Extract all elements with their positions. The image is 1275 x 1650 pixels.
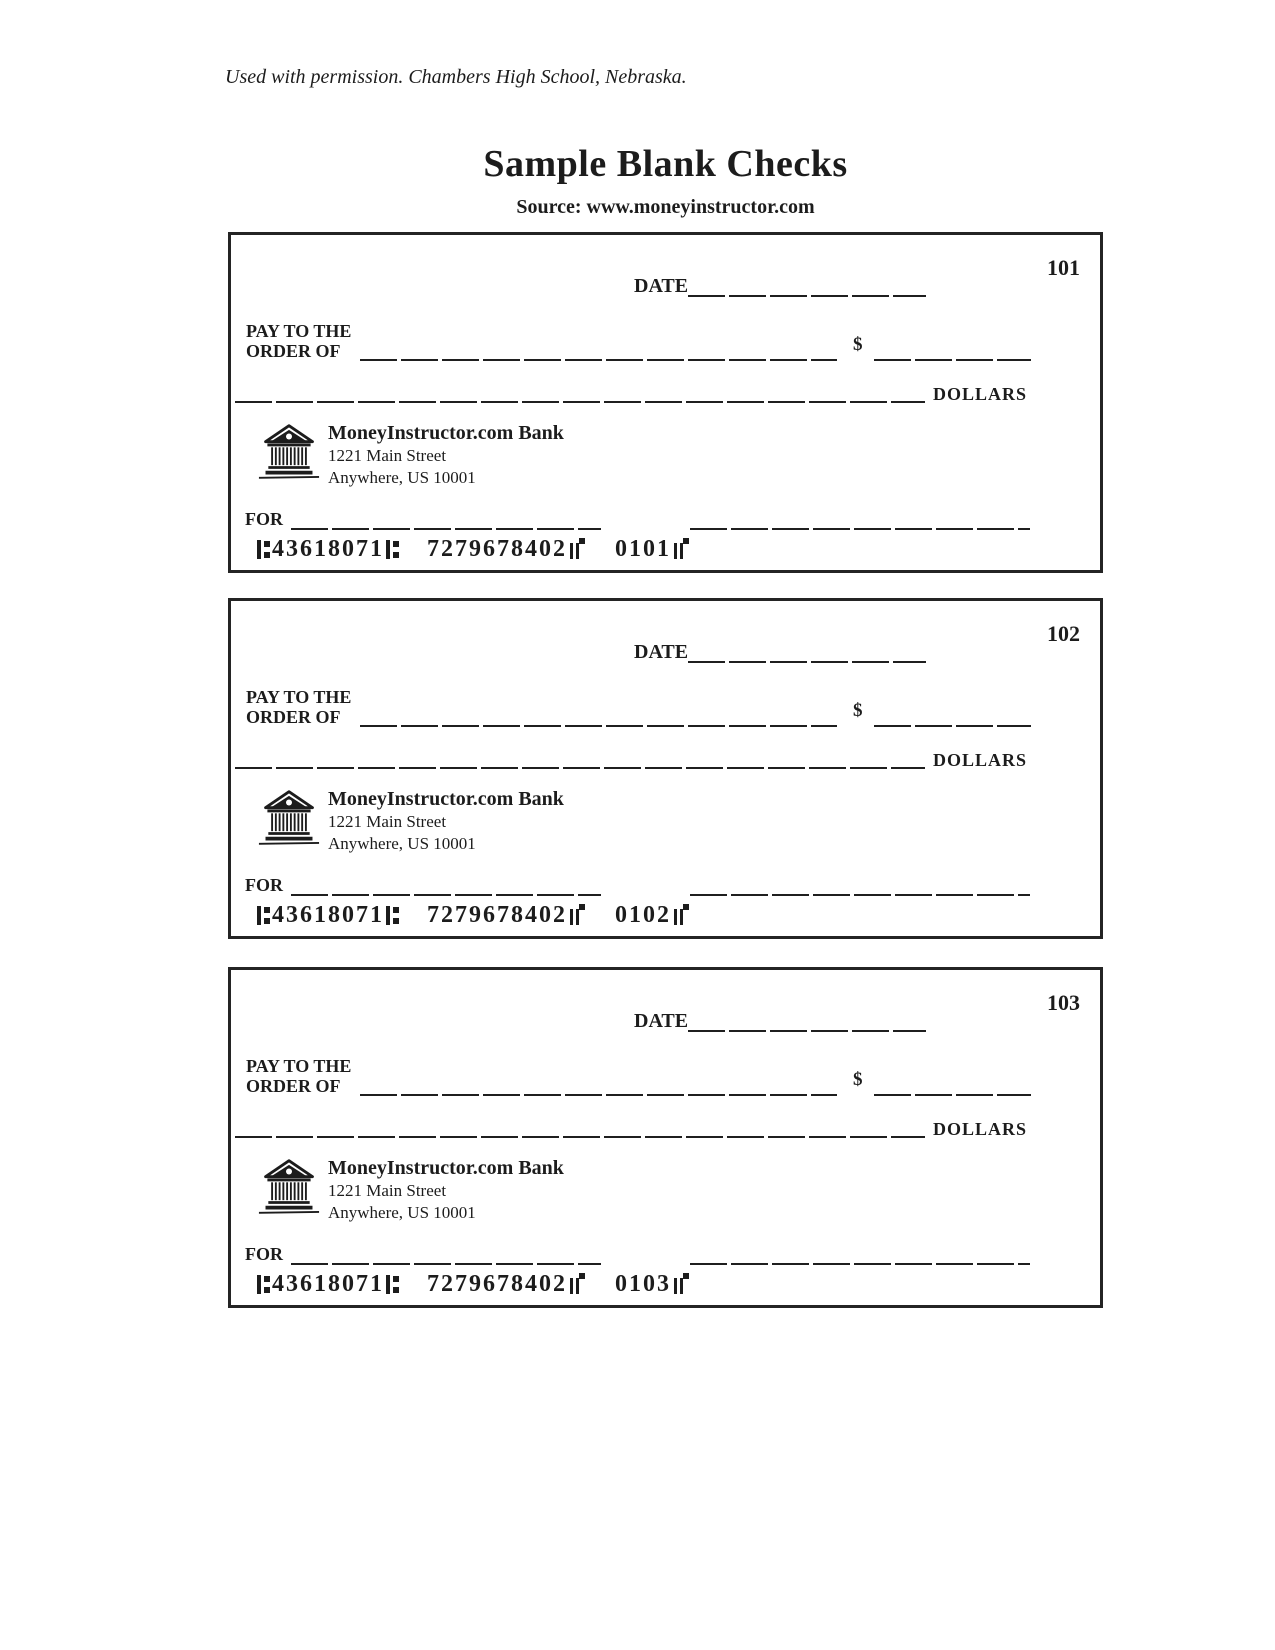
bank-name: MoneyInstructor.com Bank — [328, 788, 564, 810]
payee-label — [246, 687, 351, 727]
date-label: DATE — [634, 1010, 689, 1032]
payee-label — [246, 321, 351, 361]
micr-line — [255, 536, 689, 562]
bank-address-line2: Anywhere, US 10001 — [328, 468, 476, 487]
pay-to-the-label: PAY TO THE — [246, 1056, 352, 1076]
micr-on-us-symbol — [674, 1273, 689, 1295]
page-title: Sample Blank Checks — [483, 143, 848, 185]
memo-blank-line — [291, 875, 601, 896]
bank-address-line1: 1221 Main Street — [328, 812, 447, 831]
date-label: DATE — [634, 641, 689, 663]
check-number: 101 — [1047, 255, 1080, 280]
bank-text-block — [328, 787, 564, 855]
check-103 — [228, 967, 1103, 1308]
dollars-label: DOLLARS — [933, 1119, 1028, 1139]
bank-address-line2: Anywhere, US 10001 — [328, 1203, 476, 1222]
memo-row — [245, 1244, 601, 1265]
date-row — [634, 275, 926, 297]
bank-name: MoneyInstructor.com Bank — [328, 1157, 564, 1179]
date-blank-line — [688, 275, 926, 297]
micr-transit-symbol — [386, 538, 399, 560]
memo-row — [245, 875, 601, 896]
micr-routing-number: 43618071 — [272, 902, 384, 928]
source-line: Source: www.moneyinstructor.com — [516, 196, 815, 218]
bank-building-icon — [258, 787, 320, 849]
amount-blank-line — [874, 707, 1031, 727]
payee-blank-line — [360, 707, 837, 727]
bank-address-line1: 1221 Main Street — [328, 1181, 447, 1200]
payee-label — [246, 1056, 351, 1096]
for-label: FOR — [245, 1244, 283, 1264]
micr-transit-symbol — [257, 1273, 270, 1295]
payee-blank-line — [360, 341, 837, 361]
micr-transit-symbol — [257, 904, 270, 926]
bank-address-line1: 1221 Main Street — [328, 446, 447, 465]
order-of-label: ORDER OF — [246, 1076, 341, 1096]
micr-transit-symbol — [386, 1273, 399, 1295]
dollar-sign-label: $ — [853, 700, 863, 721]
written-amount-blank-line — [235, 1118, 925, 1138]
bank-name: MoneyInstructor.com Bank — [328, 422, 564, 444]
signature-blank-line — [690, 1245, 1030, 1265]
bank-text-block — [328, 1156, 564, 1224]
attribution-text: Used with permission. Chambers High School, Nebraska. — [225, 66, 687, 88]
bank-block — [258, 787, 564, 855]
date-label: DATE — [634, 275, 689, 297]
order-of-label: ORDER OF — [246, 341, 341, 361]
micr-account-number: 7279678402 — [427, 1271, 567, 1297]
micr-account-number: 7279678402 — [427, 536, 567, 562]
bank-building-icon — [258, 1156, 320, 1218]
pay-to-the-label: PAY TO THE — [246, 687, 352, 707]
order-of-label: ORDER OF — [246, 707, 341, 727]
memo-blank-line — [291, 1244, 601, 1265]
micr-check-serial: 0102 — [615, 902, 671, 928]
micr-check-serial: 0103 — [615, 1271, 671, 1297]
date-row — [634, 1010, 926, 1032]
micr-transit-symbol — [386, 904, 399, 926]
bank-building-icon — [258, 421, 320, 483]
amount-blank-line — [874, 341, 1031, 361]
for-label: FOR — [245, 875, 283, 895]
memo-row — [245, 509, 601, 530]
date-blank-line — [688, 1010, 926, 1032]
memo-blank-line — [291, 509, 601, 530]
written-amount-blank-line — [235, 749, 925, 769]
check-number: 102 — [1047, 621, 1080, 646]
dollar-sign-label: $ — [853, 1069, 863, 1090]
micr-on-us-symbol — [570, 538, 585, 560]
date-row — [634, 641, 926, 663]
micr-check-serial: 0101 — [615, 536, 671, 562]
micr-account-number: 7279678402 — [427, 902, 567, 928]
micr-routing-number: 43618071 — [272, 1271, 384, 1297]
micr-on-us-symbol — [674, 538, 689, 560]
bank-address-line2: Anywhere, US 10001 — [328, 834, 476, 853]
micr-transit-symbol — [257, 538, 270, 560]
dollars-label: DOLLARS — [933, 384, 1028, 404]
dollars-label: DOLLARS — [933, 750, 1028, 770]
check-101 — [228, 232, 1103, 573]
pay-to-the-label: PAY TO THE — [246, 321, 352, 341]
amount-blank-line — [874, 1076, 1031, 1096]
check-102 — [228, 598, 1103, 939]
bank-block — [258, 421, 564, 489]
micr-line — [255, 1271, 689, 1297]
signature-blank-line — [690, 876, 1030, 896]
check-number: 103 — [1047, 990, 1080, 1015]
micr-routing-number: 43618071 — [272, 536, 384, 562]
dollar-sign-label: $ — [853, 334, 863, 355]
micr-on-us-symbol — [570, 1273, 585, 1295]
payee-blank-line — [360, 1076, 837, 1096]
micr-on-us-symbol — [674, 904, 689, 926]
micr-line — [255, 902, 689, 928]
signature-blank-line — [690, 510, 1030, 530]
date-blank-line — [688, 641, 926, 663]
written-amount-blank-line — [235, 383, 925, 403]
for-label: FOR — [245, 509, 283, 529]
bank-text-block — [328, 421, 564, 489]
bank-block — [258, 1156, 564, 1224]
micr-on-us-symbol — [570, 904, 585, 926]
